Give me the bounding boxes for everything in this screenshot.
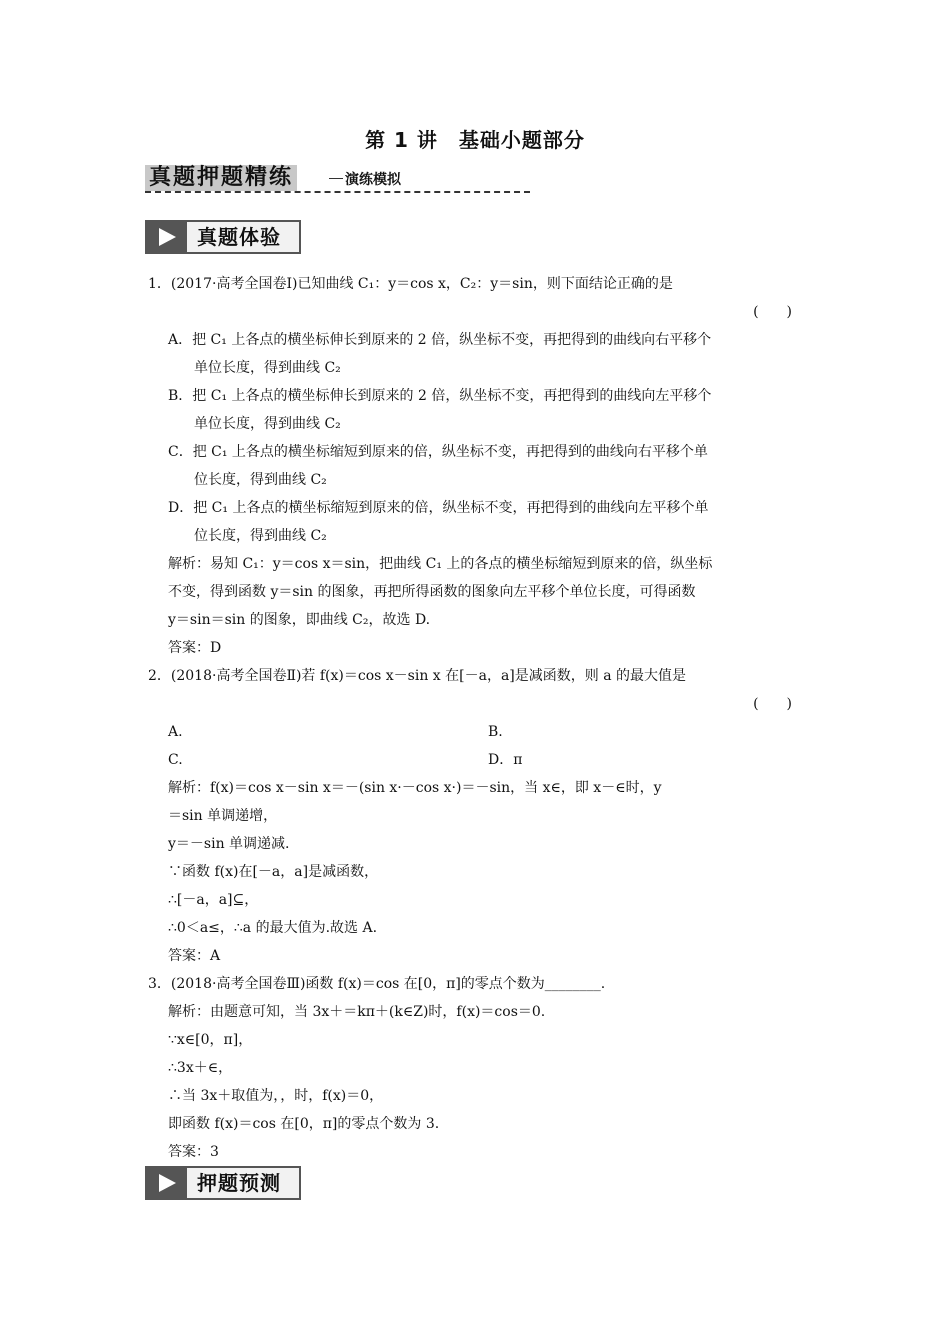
q2-options-row-2: [148, 746, 808, 774]
q3-stem: 3．(2018·高考全国卷Ⅲ)函数 f(x)＝cos 在[0，π]的零点个数为________.: [148, 976, 606, 992]
section-label: 押题预测: [197, 1171, 281, 1195]
section-header-real-questions: [145, 220, 301, 254]
q2-option-d: D．π: [488, 752, 523, 768]
q1-answer: 答案：D: [168, 640, 222, 656]
q1-option-d: D．把 C₁ 上各点的横坐标缩短到原来的倍，纵坐标不变，再把得到的曲线向左平移个单: [168, 500, 709, 516]
q2-options-row-1: [148, 718, 808, 746]
q2-answer-bracket: ( ): [753, 696, 792, 712]
banner-subheading: 演练模拟: [345, 172, 401, 188]
q2-option-a: A.: [168, 724, 183, 740]
q2-solution-line: ＝sin 单调递增，: [168, 808, 278, 824]
q1-option-a-cont: 单位长度，得到曲线 C₂: [194, 360, 341, 376]
section-label: 真题体验: [197, 225, 281, 249]
q3-solution-line: 解析：由题意可知，当 3x＋＝kπ＋(k∈Z)时，f(x)＝cos＝0.: [168, 1004, 546, 1020]
q2-solution-line: ∴0＜a≤，∴a 的最大值为.故选 A.: [168, 920, 378, 936]
q2-option-b: B.: [488, 724, 503, 740]
q1-stem: 1．(2017·高考全国卷Ⅰ)已知曲线 C₁：y＝cos x，C₂：y＝sin，则下面结论正确的是: [148, 276, 673, 292]
q1-option-a: A．把 C₁ 上各点的横坐标伸长到原来的 2 倍，纵坐标不变，再把得到的曲线向右平移个: [168, 332, 712, 348]
q1-option-b-cont: 单位长度，得到曲线 C₂: [194, 416, 341, 432]
q2-solution-line: 解析：f(x)＝cos x－sin x＝－(sin x·－cos x·)＝－sin，当 x∈，即 x－∈时，y: [168, 780, 662, 796]
section-header-predicted-questions: [145, 1166, 301, 1200]
q1-solution-line: 解析：易知 C₁：y＝cos x＝sin，把曲线 C₁ 上的各点的横坐标缩短到原来的倍，纵坐标: [168, 556, 713, 572]
banner-main-heading: 真题押题精练: [145, 165, 297, 191]
q1-option-c-cont: 位长度，得到曲线 C₂: [194, 472, 327, 488]
q1-option-c: C．把 C₁ 上各点的横坐标缩短到原来的倍，纵坐标不变，再把得到的曲线向右平移个单: [168, 444, 708, 460]
q2-solution-line: ∴[－a，a]⊆，: [168, 892, 259, 908]
q2-solution-line: y＝－sin 单调递减.: [168, 836, 290, 852]
q2-stem: 2．(2018·高考全国卷Ⅱ)若 f(x)＝cos x－sin x 在[－a，a]是减函数，则 a 的最大值是: [148, 668, 687, 684]
q1-option-b: B．把 C₁ 上各点的横坐标伸长到原来的 2 倍，纵坐标不变，再把得到的曲线向左平移个: [168, 388, 712, 404]
q2-answer: 答案：A: [168, 948, 221, 964]
play-arrow-icon: [147, 222, 187, 252]
q3-solution-line: 即函数 f(x)＝cos 在[0，π]的零点个数为 3.: [168, 1116, 440, 1132]
q3-solution-line: ∴3x＋∈，: [168, 1060, 233, 1076]
lecture-title: 第 1 讲 基础小题部分: [365, 128, 585, 152]
q1-answer-bracket: ( ): [753, 304, 792, 320]
q3-solution-line: ∵x∈[0，π]，: [168, 1032, 253, 1048]
play-arrow-icon: [147, 1168, 187, 1198]
q1-option-d-cont: 位长度，得到曲线 C₂: [194, 528, 327, 544]
q3-answer: 答案：3: [168, 1144, 219, 1160]
q1-solution-line: 不变，得到函数 y＝sin 的图象，再把所得函数的图象向左平移个单位长度，可得函数: [168, 584, 696, 600]
section-banner: [145, 165, 530, 195]
banner-connector-line: [329, 178, 343, 179]
question-content: [148, 270, 808, 1166]
q2-option-c: C.: [168, 752, 183, 768]
q3-solution-line: ∴当 3x＋取值为，，时，f(x)＝0，: [168, 1088, 384, 1104]
q1-solution-line: y＝sin＝sin 的图象，即曲线 C₂，故选 D.: [168, 612, 431, 628]
banner-dashed-rule: [145, 191, 530, 193]
q2-solution-line: ∵函数 f(x)在[－a，a]是减函数，: [168, 864, 379, 880]
